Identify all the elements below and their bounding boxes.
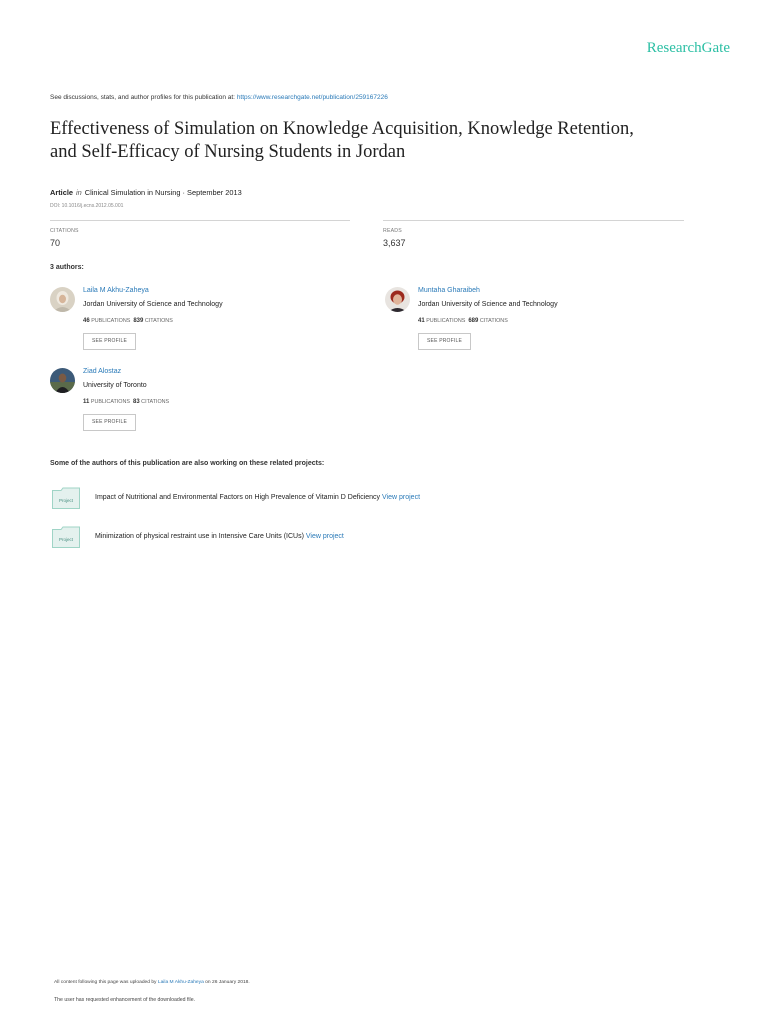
avatar[interactable]	[50, 287, 75, 312]
citations-label: CITATIONS	[144, 318, 173, 324]
author-card	[50, 287, 350, 359]
project-icon-label: Project	[58, 498, 74, 503]
doi: DOI: 10.1016/j.ecns.2012.05.001	[50, 203, 124, 209]
reads-divider	[383, 220, 684, 221]
related-projects-heading: Some of the authors of this publication are also working on these related projects:	[50, 460, 325, 467]
citations-count: 689	[468, 318, 479, 324]
in-word: in	[76, 188, 82, 197]
citations-label: CITATIONS	[50, 228, 79, 234]
enhancement-notice: The user has requested enhancement of the downloaded file.	[54, 997, 196, 1003]
discussions-line	[50, 94, 388, 101]
publications-count: 11	[83, 399, 90, 405]
citations-count: 83	[132, 399, 140, 405]
discussions-text: See discussions, stats, and author profiles for this publication at:	[50, 94, 235, 101]
project-text	[95, 494, 420, 501]
reads-label: READS	[383, 228, 402, 234]
author-card	[385, 287, 685, 359]
citations-value: 70	[50, 238, 61, 248]
avatar[interactable]	[385, 287, 410, 312]
publications-count: 41	[418, 318, 425, 324]
author-institution: Jordan University of Science and Technology	[83, 301, 223, 308]
reads-value: 3,637	[383, 238, 406, 248]
authors-heading: 3 authors:	[50, 264, 84, 271]
citations-count: 839	[133, 318, 144, 324]
see-profile-button[interactable]: SEE PROFILE	[83, 414, 136, 431]
project-item	[50, 526, 650, 552]
project-title: Impact of Nutritional and Environmental Factors on High Prevalence of Vitamin D Deficiency	[95, 494, 381, 501]
project-item	[50, 487, 650, 513]
author-stats	[418, 318, 508, 324]
see-profile-button[interactable]: SEE PROFILE	[83, 333, 136, 350]
upload-suffix: on 26 January 2018.	[205, 980, 250, 985]
author-name[interactable]: Ziad Alostaz	[83, 368, 122, 375]
journal-name[interactable]: Clinical Simulation in Nursing · September 2013	[84, 188, 242, 197]
publications-label: PUBLICATIONS	[426, 318, 466, 324]
article-info	[50, 188, 242, 197]
author-institution: Jordan University of Science and Technology	[418, 301, 558, 308]
view-project-link[interactable]: View project	[382, 494, 421, 501]
author-stats	[83, 318, 173, 324]
researchgate-logo[interactable]: ResearchGate	[646, 40, 730, 56]
publications-count: 46	[83, 318, 90, 324]
publications-label: PUBLICATIONS	[90, 399, 130, 405]
citations-label: CITATIONS	[479, 318, 508, 324]
avatar[interactable]	[50, 368, 75, 393]
title-line-1: Effectiveness of Simulation on Knowledge Acquisition, Knowledge Retention,	[50, 119, 634, 139]
view-project-link[interactable]: View project	[305, 533, 344, 540]
project-icon	[52, 487, 80, 509]
citations-label: CITATIONS	[141, 399, 170, 405]
author-card	[50, 368, 350, 440]
publications-label: PUBLICATIONS	[91, 318, 131, 324]
author-name[interactable]: Muntaha Gharaibeh	[418, 287, 480, 294]
page-title	[50, 118, 720, 164]
see-profile-button[interactable]: SEE PROFILE	[418, 333, 471, 350]
upload-prefix: All content following this page was uploaded by	[54, 980, 157, 985]
article-type: Article	[50, 188, 74, 197]
project-icon	[52, 526, 80, 548]
publication-url-link[interactable]: https://www.researchgate.net/publication/259167226	[236, 94, 388, 101]
title-line-2: and Self-Efficacy of Nursing Students in Jordan	[50, 142, 406, 162]
citations-divider	[50, 220, 350, 221]
author-name[interactable]: Laila M Akhu-Zaheya	[83, 287, 149, 294]
project-text	[95, 533, 344, 540]
project-title: Minimization of physical restraint use in Intensive Care Units (ICUs)	[95, 533, 304, 540]
project-icon-label: Project	[58, 537, 74, 542]
uploader-link[interactable]: Laila M Akhu-Zaheya	[157, 980, 204, 985]
upload-notice	[54, 980, 250, 985]
author-institution: University of Toronto	[83, 382, 147, 389]
author-stats	[83, 399, 169, 405]
